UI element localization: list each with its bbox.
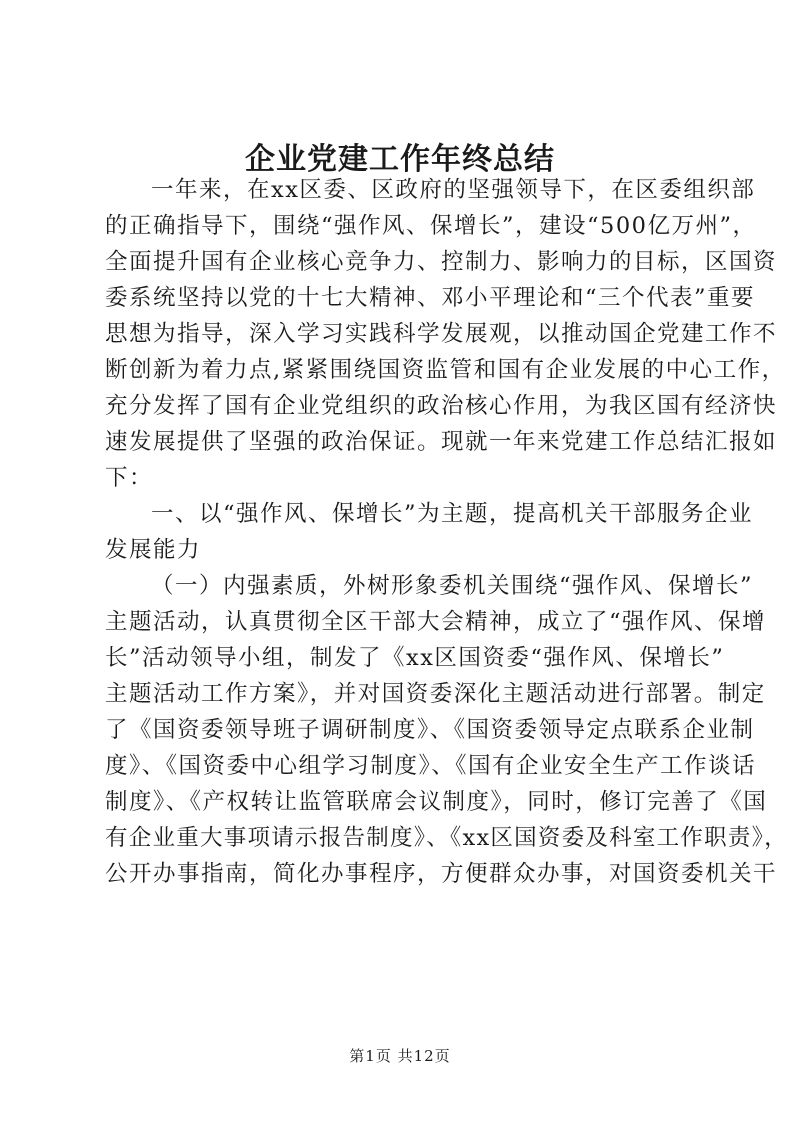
body-line: 充分发挥了国有企业党组织的政治核心作用，为我区国有经济快 — [105, 393, 778, 419]
page-footer: 第1页 共12页 — [349, 1047, 451, 1065]
body-line: 全面提升国有企业核心竞争力、控制力、影响力的目标，区国资 — [105, 249, 778, 275]
body-line: （一）内强素质，外树形象委机关围绕“强作风、保增长” — [151, 573, 754, 599]
body-line: 度》、《国资委中心组学习制度》、《国有企业安全生产工作谈话 — [105, 753, 757, 779]
section-heading-line: 一、以“强作风、保增长”为主题，提高机关干部服务企业 — [151, 501, 754, 527]
body-line: 断创新为着力点,紧紧围绕国资监管和国有企业发展的中心工作， — [105, 357, 786, 383]
body-line: 有企业重大事项请示报告制度》、《xx区国资委及科室工作职责》， — [105, 825, 788, 851]
body-line: 制度》、《产权转让监管联席会议制度》，同时，修订完善了《国 — [105, 789, 768, 815]
body-line: 速发展提供了坚强的政治保证。现就一年来党建工作总结汇报如 — [105, 429, 778, 455]
body-line: 的正确指导下，围绕“强作风、保增长”，建设“500亿万州”， — [105, 213, 757, 239]
body-line: 委系统坚持以党的十七大精神、邓小平理论和“三个代表”重要 — [105, 285, 756, 311]
body-line: 公开办事指南，简化办事程序，方便群众办事，对国资委机关干 — [105, 861, 778, 887]
body-line: 一年来，在xx区委、区政府的坚强领导下，在区委组织部 — [151, 177, 756, 203]
document-title: 企业党建工作年终总结 — [245, 142, 555, 177]
body-line: 主题活动，认真贯彻全区干部大会精神，成立了“强作风、保增 — [105, 609, 767, 635]
body-line: 下： — [105, 465, 154, 491]
body-line: 思想为指导，深入学习实践科学发展观，以推动国企党建工作不 — [105, 321, 778, 347]
body-line: 了《国资委领导班子调研制度》、《国资委领导定点联系企业制 — [105, 717, 755, 743]
section-heading-line: 发展能力 — [105, 537, 202, 563]
body-line: 主题活动工作方案》，并对国资委深化主题活动进行部署。制定 — [105, 681, 766, 707]
body-line: 长”活动领导小组，制发了《xx区国资委“强作风、保增长” — [105, 645, 725, 671]
